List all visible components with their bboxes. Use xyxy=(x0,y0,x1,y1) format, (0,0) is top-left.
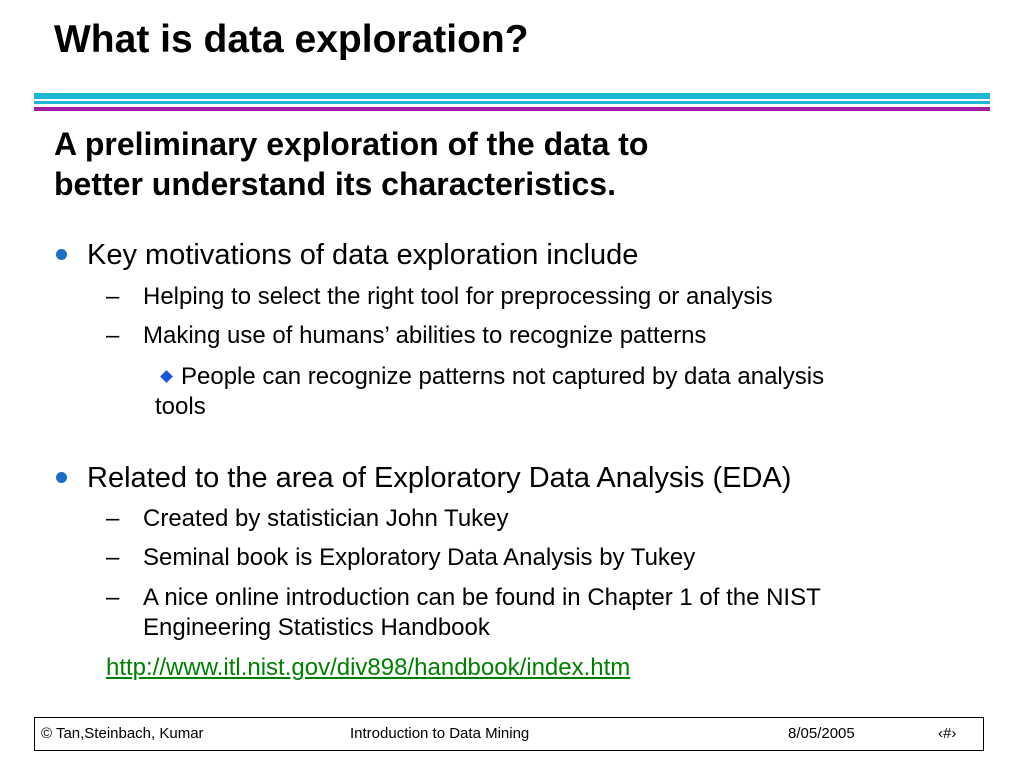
subtitle-line-2: better understand its characteristics. xyxy=(54,166,616,202)
sub-bullet-dash-icon: – xyxy=(106,584,120,611)
bullet-2-text: Related to the area of Exploratory Data Analysis (EDA) xyxy=(87,462,792,494)
sub-bullet-dash-icon: – xyxy=(106,283,120,310)
title-rule-cyan-3 xyxy=(34,101,990,104)
footer-page-number: ‹#› xyxy=(938,725,957,742)
bullet-1-text: Key motivations of data exploration include xyxy=(87,239,639,271)
bullet-1-subsub xyxy=(155,362,955,422)
bullet-2-sub-2: Seminal book is Exploratory Data Analysis by Tukey xyxy=(143,544,696,571)
title-rule-magenta xyxy=(34,107,990,111)
bullet-2-sub-3-line-2: Engineering Statistics Handbook xyxy=(143,614,490,641)
slide-subtitle xyxy=(54,124,954,204)
subsub-line-1: People can recognize patterns not captured by data analysis xyxy=(181,363,825,390)
bullet-dot-icon xyxy=(56,249,67,260)
bullet-1-sub-1: Helping to select the right tool for preprocessing or analysis xyxy=(143,283,773,310)
bullet-2-sub-3-line-1: A nice online introduction can be found in Chapter 1 of the NIST xyxy=(143,584,821,611)
bullet-2-sub-1: Created by statistician John Tukey xyxy=(143,505,509,532)
subtitle-line-1: A preliminary exploration of the data to xyxy=(54,126,649,162)
slide-footer xyxy=(34,717,984,751)
diamond-bullet-icon xyxy=(160,370,173,383)
footer-course: Introduction to Data Mining xyxy=(350,725,530,742)
sub-bullet-dash-icon: – xyxy=(106,322,120,349)
nist-handbook-link[interactable]: http://www.itl.nist.gov/div898/handbook/index.htm xyxy=(106,654,631,681)
title-rule-cyan-2 xyxy=(34,96,990,99)
footer-date: 8/05/2005 xyxy=(788,725,855,742)
bullet-dot-icon xyxy=(56,472,67,483)
sub-bullet-dash-icon: – xyxy=(106,505,120,532)
bullet-1-sub-2: Making use of humans’ abilities to recognize patterns xyxy=(143,322,707,349)
slide-title: What is data exploration? xyxy=(54,18,529,61)
footer-copyright: © Tan,Steinbach, Kumar xyxy=(41,725,204,742)
sub-bullet-dash-icon: – xyxy=(106,544,120,571)
subsub-line-2: tools xyxy=(155,393,206,420)
